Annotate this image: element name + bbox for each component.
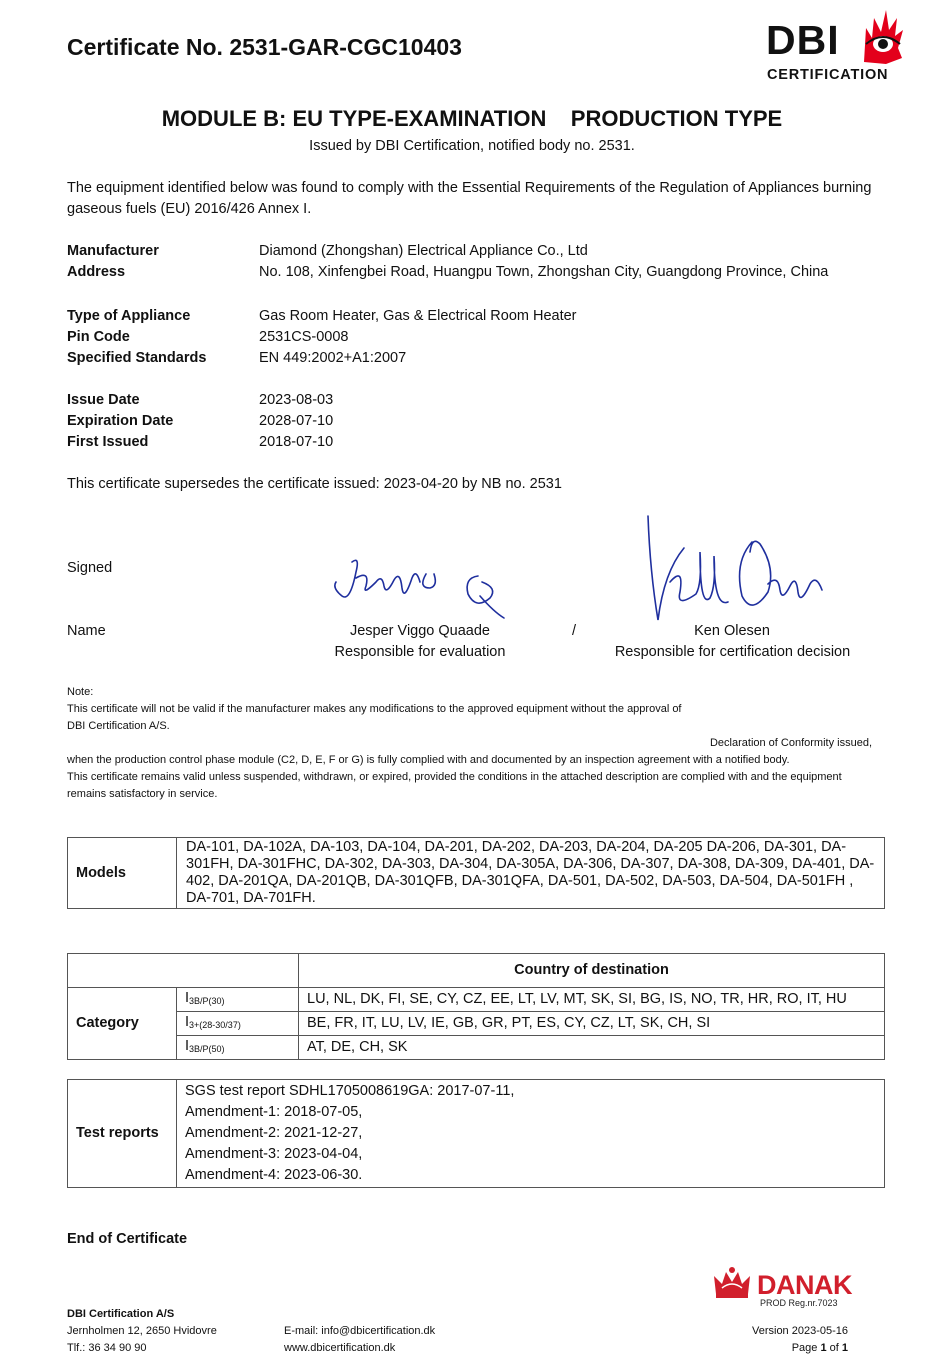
manufacturer-value: Diamond (Zhongshan) Electrical Appliance Co., Ltd (259, 243, 588, 259)
name-label: Name (67, 623, 106, 639)
module-title: MODULE B: EU TYPE-EXAMINATION PRODUCTION TYPE (161, 106, 783, 131)
test-reports-list (177, 1080, 885, 1188)
test-reports-table (67, 1079, 885, 1188)
country-list: AT, DE, CH, SK (299, 1036, 885, 1060)
footer-company: DBI Certification A/S (67, 1308, 175, 1320)
expiration-date-label: Expiration Date (67, 413, 174, 429)
pin-code-value: 2531CS-0008 (259, 329, 349, 345)
footer-website: www.dbicertification.dk (284, 1342, 396, 1354)
category-code: $I_{3B/P(30)}$ (177, 988, 299, 1012)
intro-paragraph: The equipment identified below was found to comply with the Essential Requirements of the Regulation of Appliances burning gaseous fuels (EU) 2016/426 Annex I. (67, 180, 872, 217)
crown-icon (712, 1266, 752, 1300)
manufacturer-label: Manufacturer (67, 243, 159, 259)
name-separator: / (572, 623, 577, 639)
issue-date-value: 2023-08-03 (259, 392, 334, 408)
supersedes-text: This certificate supersedes the certificate issued: 2023-04-20 by NB no. 2531 (67, 476, 562, 492)
dbi-logo-word: DBI (766, 17, 840, 63)
flame-eye-icon (862, 8, 904, 66)
models-label: Models (68, 838, 177, 909)
note-line: Declaration of Conformity issued, (709, 737, 872, 749)
appliance-type-value: Gas Room Heater, Gas & Electrical Room Heater (259, 308, 577, 324)
pin-code-label: Pin Code (67, 329, 130, 345)
expiration-date-value: 2028-07-10 (259, 413, 334, 429)
address-label: Address (67, 264, 126, 280)
footer-email: E-mail: info@dbicertification.dk (284, 1325, 436, 1337)
test-report-line: SGS test report SDHL1705008619GA: 2017-07-11, (185, 1083, 515, 1099)
category-code: $I_{3B/P(50)}$ (177, 1036, 299, 1060)
end-of-certificate: End of Certificate (67, 1231, 188, 1247)
category-table (67, 953, 885, 1060)
signed-label: Signed (67, 560, 113, 576)
test-report-line: Amendment-1: 2018-07-05, (185, 1104, 363, 1120)
appliance-type-label: Type of Appliance (67, 308, 191, 324)
models-table (67, 837, 885, 909)
table-row (68, 1036, 885, 1060)
danak-logo (712, 1262, 852, 1312)
issued-by: Issued by DBI Certification, notified body no. 2531. (309, 138, 635, 154)
country-list: BE, FR, IT, LU, LV, IE, GB, GR, PT, ES, CY, CZ, LT, SK, CH, SI (299, 1012, 885, 1036)
country-header: Country of destination (299, 954, 885, 988)
footer-page-number: Page 1 of 1 (791, 1342, 848, 1354)
dbi-logo (766, 8, 906, 88)
table-row (68, 1080, 885, 1188)
test-report-line: Amendment-4: 2023-06-30. (185, 1167, 363, 1183)
dbi-logo-subtitle: CERTIFICATION (767, 67, 889, 83)
footer-phone: Tlf.: 36 34 90 90 (67, 1342, 147, 1354)
evaluator-role: Responsible for evaluation (334, 644, 506, 660)
certificate-number: Certificate No. 2531-GAR-CGC10403 (67, 34, 462, 60)
certifier-role: Responsible for certification decision (614, 644, 851, 660)
standards-label: Specified Standards (67, 350, 207, 366)
note-line: This certificate will not be valid if the manufacturer makes any modifications to the approved equipment without the approval of (67, 703, 682, 715)
country-list: LU, NL, DK, FI, SE, CY, CZ, EE, LT, LV, MT, SK, SI, BG, IS, NO, TR, HR, RO, IT, HU (299, 988, 885, 1012)
certifier-name: Ken Olesen (694, 623, 770, 639)
category-code: $I_{3+(28-30/37)}$ (177, 1012, 299, 1036)
footer-version: Version 2023-05-16 (751, 1325, 848, 1337)
signature-certifier (640, 512, 830, 630)
table-row (68, 1012, 885, 1036)
signature-evaluator (330, 552, 510, 622)
evaluator-name: Jesper Viggo Quaade (349, 623, 490, 639)
standards-value: EN 449:2002+A1:2007 (259, 350, 407, 366)
note-heading: Note: (67, 686, 94, 698)
danak-logo-word: DANAK (757, 1270, 852, 1300)
table-row (68, 988, 885, 1012)
table-row (68, 954, 885, 988)
note-block (67, 684, 872, 803)
danak-registration: PROD Reg.nr.7023 (760, 1298, 838, 1308)
first-issued-label: First Issued (67, 434, 149, 450)
note-line: DBI Certification A/S. (67, 720, 170, 732)
first-issued-value: 2018-07-10 (259, 434, 334, 450)
table-header-empty (68, 954, 299, 988)
footer-address: Jernholmen 12, 2650 Hvidovre (67, 1325, 217, 1337)
category-label: Category (68, 988, 177, 1060)
test-report-line: Amendment-3: 2023-04-04, (185, 1146, 363, 1162)
note-line: This certificate remains valid unless suspended, withdrawn, or expired, provided the conditions in the attached description are complied with and the equipment remains satisfactory in service. (67, 771, 842, 800)
table-row (68, 838, 885, 909)
issue-date-label: Issue Date (67, 392, 140, 408)
address-value: No. 108, Xinfengbei Road, Huangpu Town, Zhongshan City, Guangdong Province, China (259, 264, 829, 280)
test-report-line: Amendment-2: 2021-12-27, (185, 1125, 363, 1141)
test-reports-label: Test reports (68, 1080, 177, 1188)
models-list: DA-101, DA-102A, DA-103, DA-104, DA-201, DA-202, DA-203, DA-204, DA-205 DA-206, DA-301, DA-301FH, DA-301FHC, DA-302, DA-303, DA-304, DA-305A, DA-306, DA-307, DA-308, DA-309, DA-401, DA-402, DA-201QA, DA-201QB, DA-301QFB, DA-301QFA, DA-501, DA-502, DA-503, DA-504, DA-501FH , DA-701, DA-701FH. (177, 838, 885, 909)
note-line: when the production control phase module (C2, D, E, F or G) is fully complied with and documented by an inspection agreement with a notified body. (67, 754, 790, 766)
